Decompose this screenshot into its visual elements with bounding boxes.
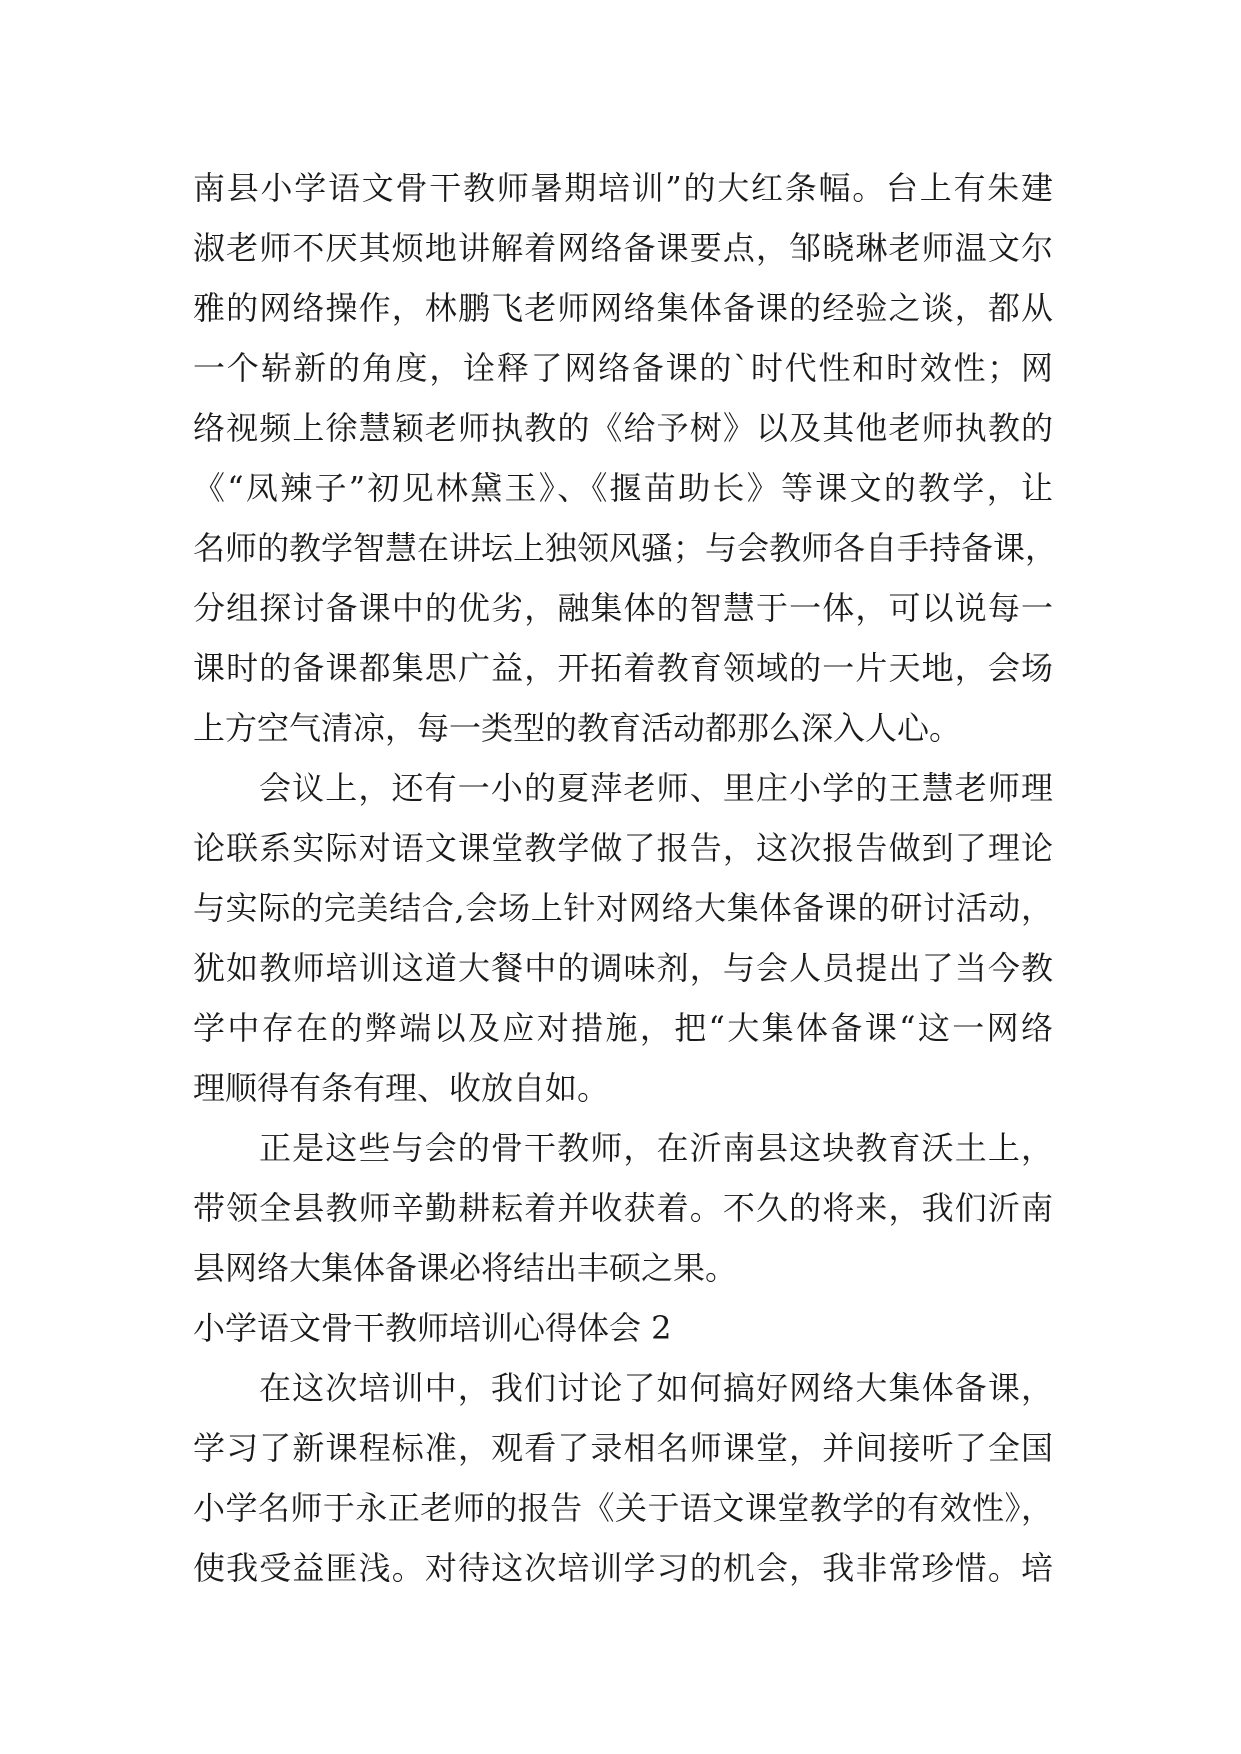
paragraph-1-line-9: 课时的备课都集思广益，开拓着教育领域的一片天地，会场: [193, 649, 1053, 687]
paragraph-2-line-1: 会议上，还有一小的夏萍老师、里庄小学的王慧老师理: [259, 769, 1053, 807]
paragraph-1-line-4: 一个崭新的角度，诠释了网络备课的`时代性和时效性；网: [193, 349, 1053, 387]
paragraph-1-line-8: 分组探讨备课中的优劣，融集体的智慧于一体，可以说每一: [193, 589, 1053, 627]
paragraph-2-line-2: 论联系实际对语文课堂教学做了报告，这次报告做到了理论: [193, 829, 1053, 867]
paragraph-3-line-1: 正是这些与会的骨干教师，在沂南县这块教育沃土上，: [259, 1129, 1053, 1167]
document-body: [193, 158, 1058, 1598]
paragraph-2-line-4: 犹如教师培训这道大餐中的调味剂，与会人员提出了当今教: [193, 949, 1053, 987]
paragraph-4-line-1: 在这次培训中，我们讨论了如何搞好网络大集体备课，: [259, 1369, 1053, 1407]
paragraph-1-line-3: 雅的网络操作，林鹏飞老师网络集体备课的经验之谈，都从: [193, 289, 1053, 327]
paragraph-1-line-1: 南县小学语文骨干教师暑期培训”的大红条幅。台上有朱建: [193, 169, 1053, 207]
paragraph-2-line-3: 与实际的完美结合,会场上针对网络大集体备课的研讨活动，: [193, 889, 1053, 927]
paragraph-3-line-2: 带领全县教师辛勤耕耘着并收获着。不久的将来，我们沂南: [193, 1189, 1053, 1227]
paragraph-2-line-5: 学中存在的弊端以及应对措施，把“大集体备课“这一网络: [193, 1009, 1053, 1047]
paragraph-1-line-6: 《“凤辣子”初见林黛玉》、《揠苗助长》等课文的教学，让: [193, 469, 1053, 507]
paragraph-1-line-2: 淑老师不厌其烦地讲解着网络备课要点，邹晓琳老师温文尔: [193, 229, 1053, 267]
paragraph-1-line-10: 上方空气清凉，每一类型的教育活动都那么深入人心。: [193, 709, 962, 747]
paragraph-1-line-7: 名师的教学智慧在讲坛上独领风骚；与会教师各自手持备课，: [193, 529, 1058, 567]
section-heading: 小学语文骨干教师培训心得体会 2: [193, 1309, 672, 1347]
paragraph-1-line-5: 络视频上徐慧颖老师执教的《给予树》以及其他老师执教的: [193, 409, 1053, 447]
paragraph-2-line-6: 理顺得有条有理、收放自如。: [193, 1069, 610, 1107]
paragraph-4-line-4: 使我受益匪浅。对待这次培训学习的机会，我非常珍惜。培: [193, 1549, 1053, 1587]
paragraph-4-line-3: 小学名师于永正老师的报告《关于语文课堂教学的有效性》，: [193, 1489, 1053, 1527]
paragraph-3-line-3: 县网络大集体备课必将结出丰硕之果。: [193, 1249, 738, 1287]
paragraph-4-line-2: 学习了新课程标准，观看了录相名师课堂，并间接听了全国: [193, 1429, 1053, 1467]
